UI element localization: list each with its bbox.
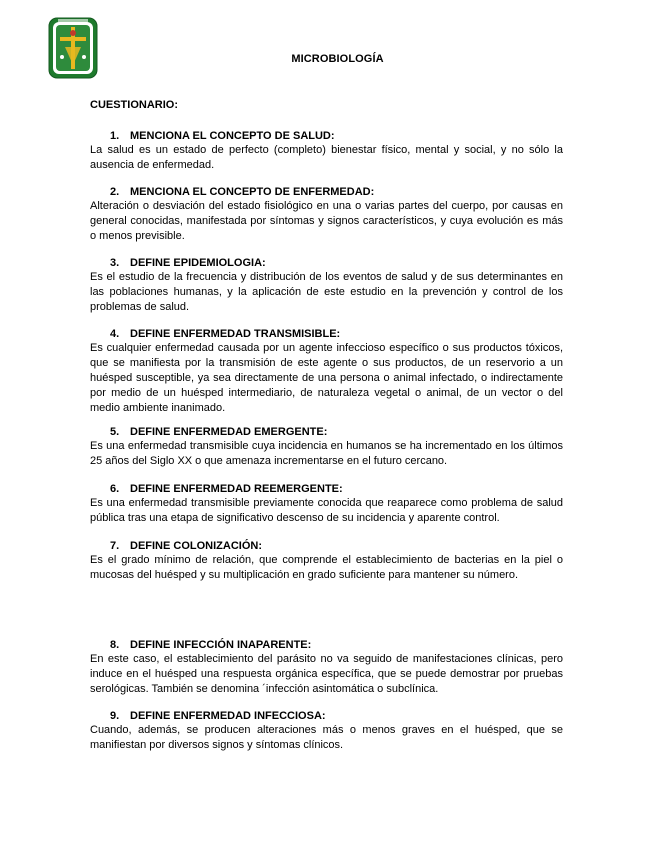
answer-text: La salud es un estado de perfecto (completo) bienestar físico, mental y social, y no sólo la ausencia de enfermedad. xyxy=(90,144,563,171)
question-heading: 8. DEFINE INFECCIÓN INAPARENTE: xyxy=(110,639,312,651)
answer-text: Es una enfermedad transmisible previamente conocida que reaparece como problema de salud pública tras una etapa de significativo descenso de su incidencia y aparente control. xyxy=(90,497,563,524)
answer-text: Es una enfermedad transmisible cuya incidencia en humanos se ha incrementado en los últimos 25 años del Siglo XX o que amenaza incrementarse en el futuro cercano. xyxy=(90,440,563,467)
question-heading: 9. DEFINE ENFERMEDAD INFECCIOSA: xyxy=(110,710,326,722)
question-block-2 xyxy=(90,185,563,244)
question-block-4 xyxy=(90,327,563,416)
answer-text: En este caso, el establecimiento del parásito no va seguido de manifestaciones clínicas, pero induce en el huésped una respuesta orgánica específica, que se puede demostrar por pruebas serológicas. También se denomina ´infección asintomática o subclínica. xyxy=(90,653,563,695)
question-block-5 xyxy=(90,425,563,469)
question-heading: 3. DEFINE EPIDEMIOLOGIA: xyxy=(110,257,266,269)
answer-text: Cuando, además, se producen alteraciones más o menos graves en el huésped, que se manifiestan por diversos signos y síntomas clínicos. xyxy=(90,724,563,751)
answer-text: Es el estudio de la frecuencia y distribución de los eventos de salud y de sus determinantes en las poblaciones humanas, y la aplicación de este estudio en la prevención y control de los problemas de salud. xyxy=(90,271,563,313)
question-heading: 1. MENCIONA EL CONCEPTO DE SALUD: xyxy=(110,130,335,142)
question-heading: 7. DEFINE COLONIZACIÓN: xyxy=(110,540,262,552)
answer-text: Es cualquier enfermedad causada por un agente infeccioso específico o sus productos tóxicos, que se manifiesta por la transmisión de este agente o sus productos, de un reservorio a un huésped susceptible, ya sea directamente de una persona o animal infectado, o indirectamente por medio de un huésped intermediario, de naturaleza vegetal o animal, de un vector o del medio ambiente inanimado. xyxy=(90,342,563,414)
document-title: MICROBIOLOGÍA xyxy=(291,53,384,65)
question-block-9 xyxy=(90,709,563,753)
question-heading: 2. MENCIONA EL CONCEPTO DE ENFERMEDAD: xyxy=(110,186,375,198)
question-block-6 xyxy=(90,482,563,526)
section-heading: CUESTIONARIO: xyxy=(90,99,178,111)
university-seal-icon xyxy=(48,17,98,79)
question-block-8 xyxy=(90,638,563,697)
answer-text: Alteración o desviación del estado fisiológico en una o varias partes del cuerpo, por causas en general conocidas, manifestada por síntomas y signos característicos, y cuya evolución es más o menos previsible. xyxy=(90,200,563,242)
question-block-7 xyxy=(90,539,563,583)
question-heading: 4. DEFINE ENFERMEDAD TRANSMISIBLE: xyxy=(110,328,341,340)
answer-text: Es el grado mínimo de relación, que comprende el establecimiento de bacterias en la piel o mucosas del huésped y su multiplicación en grado suficiente para mantener su número. xyxy=(90,554,563,581)
question-block-3 xyxy=(90,256,563,315)
question-heading: 5. DEFINE ENFERMEDAD EMERGENTE: xyxy=(110,426,328,438)
question-block-1 xyxy=(90,129,563,173)
question-heading: 6. DEFINE ENFERMEDAD REEMERGENTE: xyxy=(110,483,343,495)
